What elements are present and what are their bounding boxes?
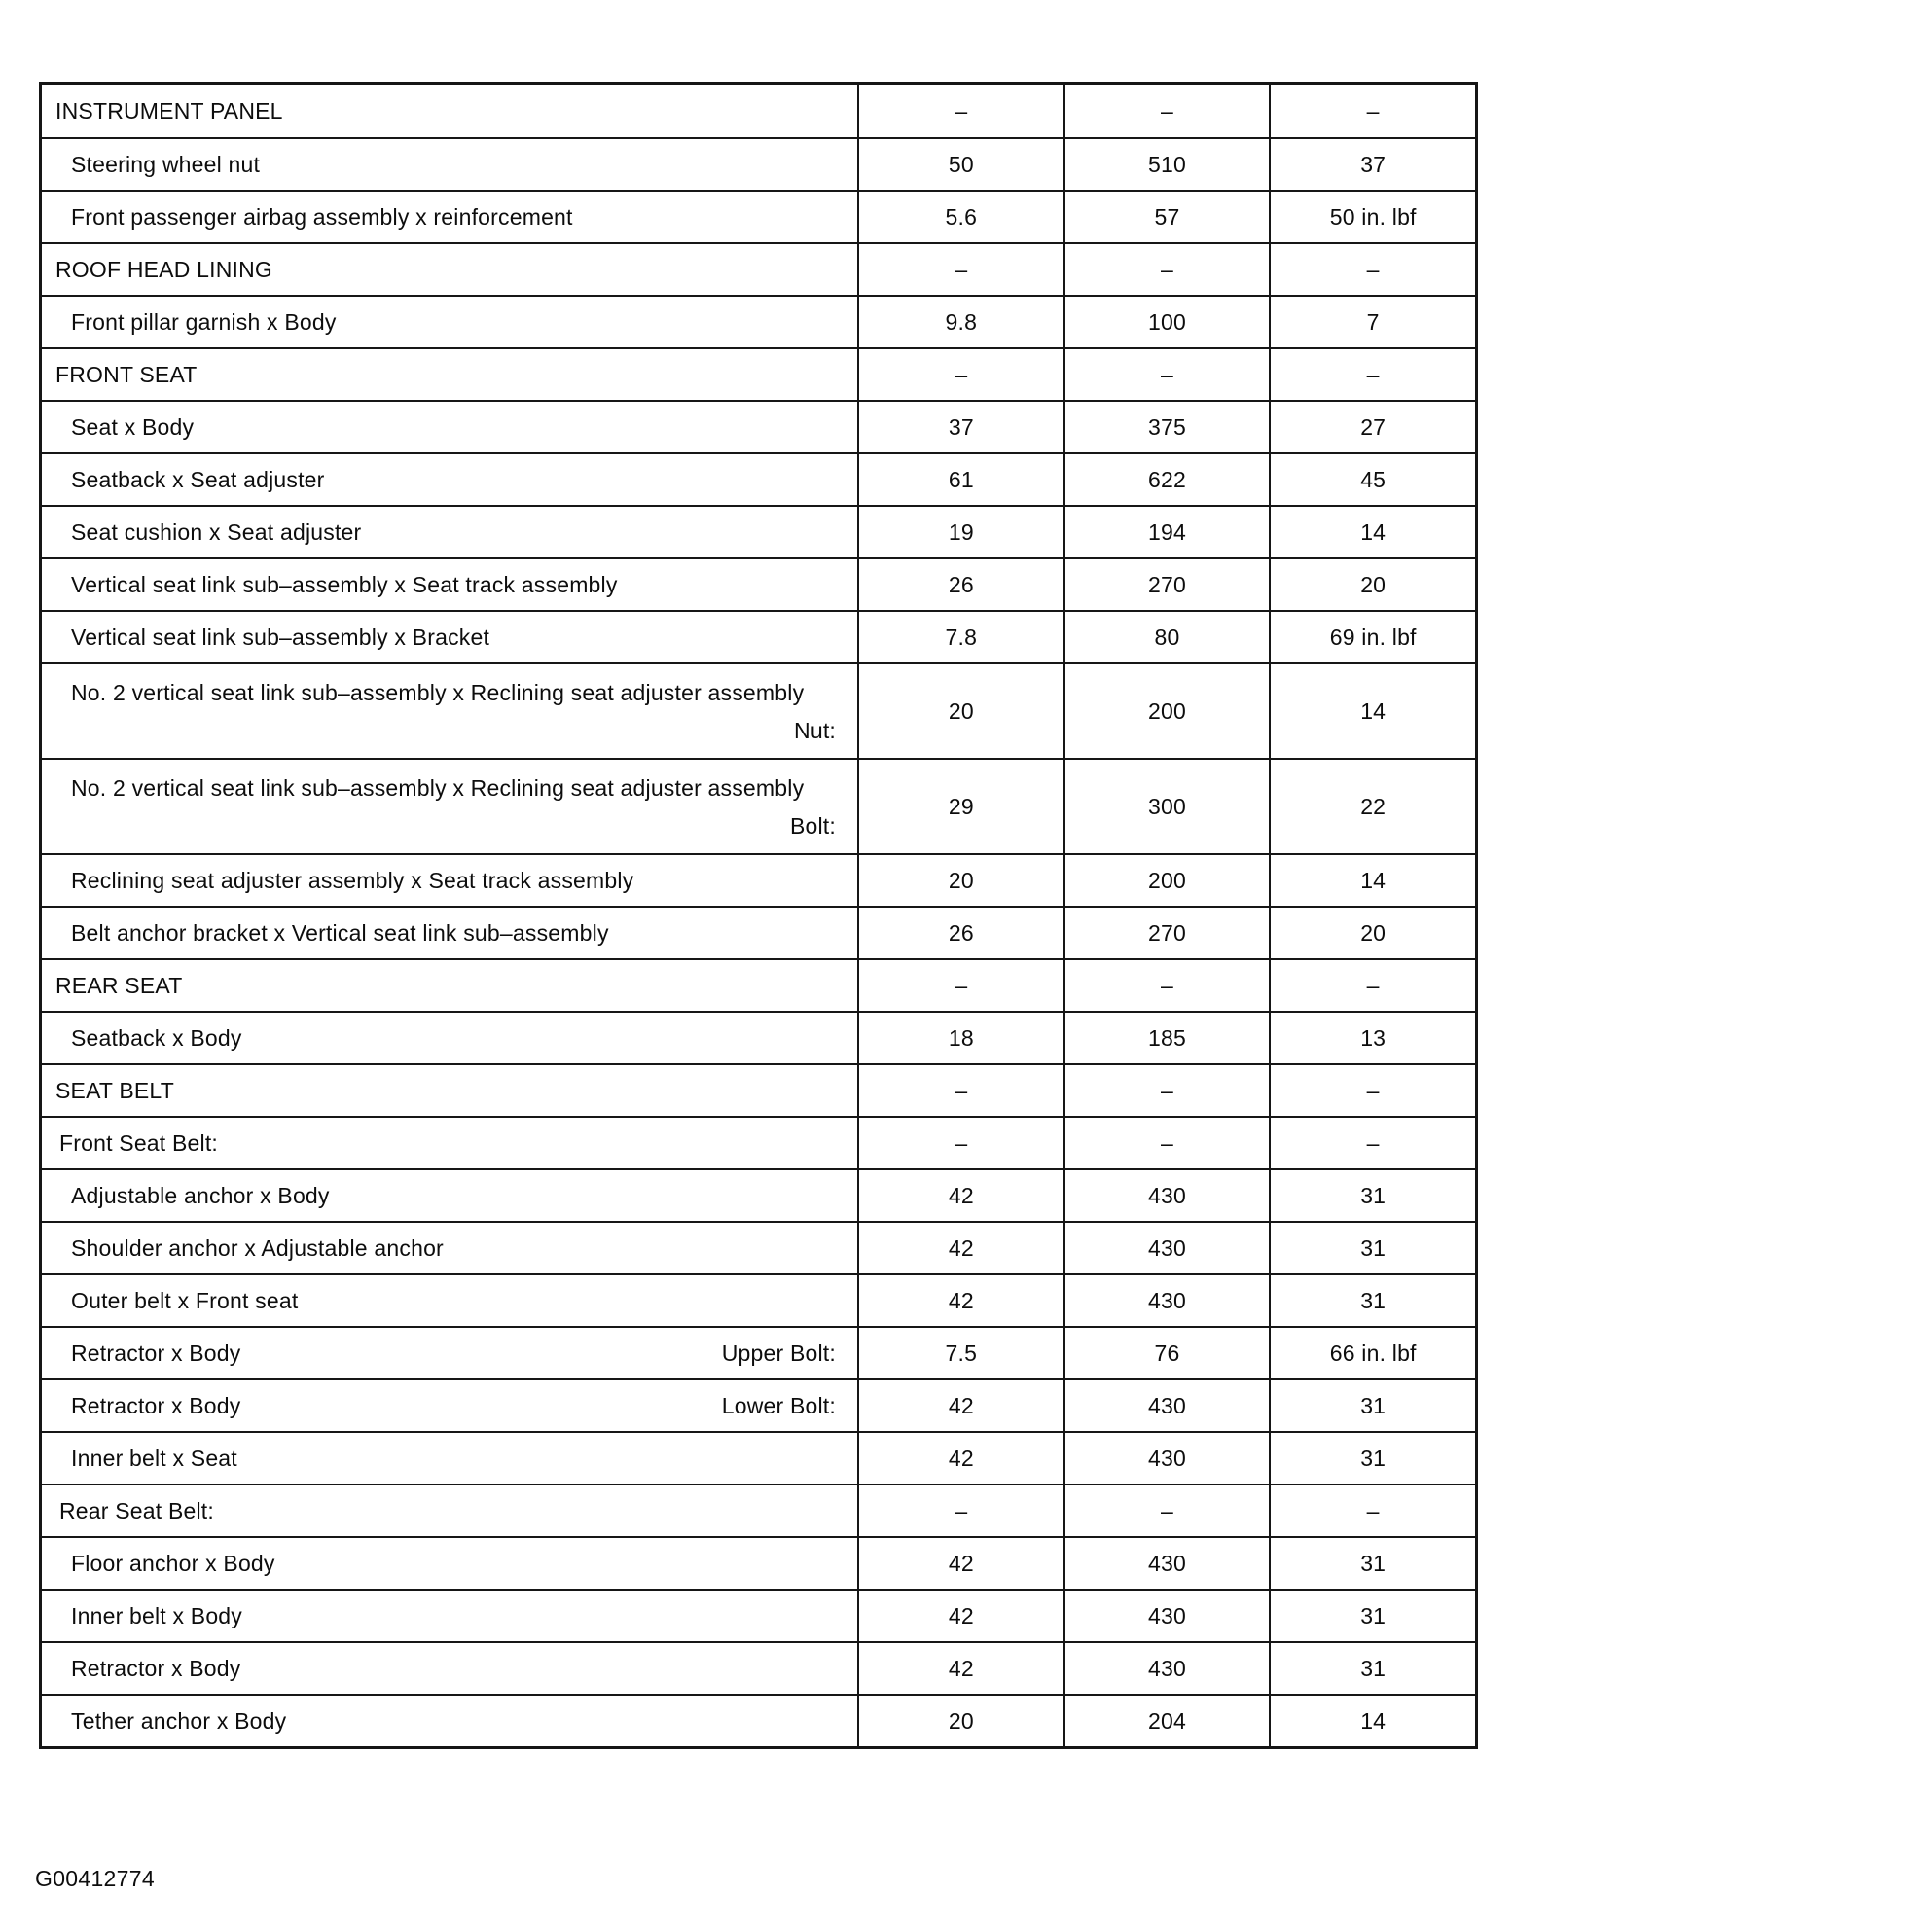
row-label-cell — [42, 1170, 857, 1221]
value-cell: 69 in. lbf — [1269, 612, 1475, 662]
value-cell: 9.8 — [857, 297, 1063, 347]
value-cell: 14 — [1269, 507, 1475, 557]
row-label-text: Adjustable anchor x Body — [71, 1182, 330, 1208]
figure-id: G00412774 — [35, 1866, 155, 1891]
value-cell: 430 — [1063, 1170, 1270, 1221]
value-cell: 20 — [857, 664, 1063, 758]
row-label-cell — [42, 1118, 857, 1168]
spec-row — [42, 505, 1475, 557]
spec-row — [42, 137, 1475, 190]
row-label-text: ROOF HEAD LINING — [55, 256, 273, 282]
value-cell: 270 — [1063, 908, 1270, 958]
row-sublabel: Bolt: — [789, 813, 836, 839]
value-cell: 194 — [1063, 507, 1270, 557]
value-cell: 430 — [1063, 1275, 1270, 1326]
spec-row — [42, 1589, 1475, 1641]
row-label-cell — [42, 1433, 857, 1484]
section-row — [42, 1063, 1475, 1116]
section-row — [42, 85, 1475, 137]
row-label-cell — [42, 855, 857, 906]
value-cell: – — [1269, 1065, 1475, 1116]
value-cell: 31 — [1269, 1170, 1475, 1221]
value-cell: 375 — [1063, 402, 1270, 452]
row-label-cell — [42, 192, 857, 242]
row-label-text: Front pillar garnish x Body — [71, 308, 337, 335]
row-label-text: Inner belt x Body — [71, 1602, 243, 1628]
row-sublabel: Nut: — [794, 718, 836, 743]
row-sublabel: Lower Bolt: — [721, 1392, 836, 1418]
spec-row — [42, 1378, 1475, 1431]
row-label-text: SEAT BELT — [55, 1077, 174, 1103]
row-label-text: Outer belt x Front seat — [71, 1287, 299, 1313]
row-label-text: Vertical seat link sub–assembly x Seat track assembly — [71, 571, 618, 597]
value-cell: – — [1269, 244, 1475, 295]
value-cell: – — [857, 960, 1063, 1011]
value-cell: 31 — [1269, 1643, 1475, 1694]
value-cell: 42 — [857, 1380, 1063, 1431]
row-label-cell — [42, 1013, 857, 1063]
spec-row — [42, 1168, 1475, 1221]
row-label-cell — [42, 1380, 857, 1431]
spec-row — [42, 295, 1475, 347]
row-label-cell — [42, 1065, 857, 1116]
value-cell: 42 — [857, 1223, 1063, 1273]
value-cell: 57 — [1063, 192, 1270, 242]
value-cell: 14 — [1269, 1696, 1475, 1746]
row-label-text: Steering wheel nut — [71, 151, 261, 177]
value-cell: 31 — [1269, 1223, 1475, 1273]
section-row — [42, 242, 1475, 295]
value-cell: 42 — [857, 1643, 1063, 1694]
row-label-text: Floor anchor x Body — [71, 1550, 275, 1576]
value-cell: 270 — [1063, 559, 1270, 610]
row-label-cell — [42, 1643, 857, 1694]
value-cell: 42 — [857, 1275, 1063, 1326]
spec-row — [42, 1011, 1475, 1063]
value-cell: 22 — [1269, 760, 1475, 853]
value-cell: – — [857, 244, 1063, 295]
row-label-cell — [42, 349, 857, 400]
row-label-cell — [42, 1328, 857, 1378]
value-cell: 31 — [1269, 1275, 1475, 1326]
value-cell: 66 in. lbf — [1269, 1328, 1475, 1378]
row-label-text: Retractor x Body — [71, 1340, 241, 1366]
section-row — [42, 958, 1475, 1011]
value-cell: 200 — [1063, 855, 1270, 906]
value-cell: 50 — [857, 139, 1063, 190]
row-label-cell — [42, 454, 857, 505]
row-label-cell — [42, 1538, 857, 1589]
row-label-cell — [42, 297, 857, 347]
row-label-cell — [42, 908, 857, 958]
value-cell: – — [857, 1485, 1063, 1536]
value-cell: – — [857, 349, 1063, 400]
row-label-text: Seat cushion x Seat adjuster — [71, 519, 362, 545]
value-cell: 7.5 — [857, 1328, 1063, 1378]
row-label-cell — [42, 1223, 857, 1273]
row-label-text: No. 2 vertical seat link sub–assembly x Reclining seat adjuster assembly — [71, 680, 805, 705]
spec-row — [42, 758, 1475, 853]
value-cell: 20 — [857, 855, 1063, 906]
value-cell: 430 — [1063, 1538, 1270, 1589]
row-label-text: Belt anchor bracket x Vertical seat link sub–assembly — [71, 919, 609, 946]
value-cell: – — [1063, 1485, 1270, 1536]
value-cell: 37 — [1269, 139, 1475, 190]
value-cell: 26 — [857, 559, 1063, 610]
row-label-cell — [42, 1696, 857, 1746]
value-cell: – — [1063, 349, 1270, 400]
row-label-text: Retractor x Body — [71, 1655, 241, 1681]
value-cell: 5.6 — [857, 192, 1063, 242]
row-label-cell — [42, 1591, 857, 1641]
row-label-cell — [42, 244, 857, 295]
spec-row — [42, 1484, 1475, 1536]
value-cell: – — [1269, 960, 1475, 1011]
value-cell: – — [1063, 244, 1270, 295]
row-label-text: Seatback x Seat adjuster — [71, 466, 325, 492]
value-cell: 42 — [857, 1433, 1063, 1484]
row-label-text: Inner belt x Seat — [71, 1445, 237, 1471]
row-label-text: No. 2 vertical seat link sub–assembly x Reclining seat adjuster assembly — [71, 775, 805, 801]
value-cell: 430 — [1063, 1380, 1270, 1431]
value-cell: – — [1063, 1065, 1270, 1116]
row-label-cell — [42, 612, 857, 662]
row-label-text: Shoulder anchor x Adjustable anchor — [71, 1234, 444, 1261]
spec-row — [42, 662, 1475, 758]
value-cell: – — [857, 85, 1063, 137]
row-label-cell — [42, 85, 857, 137]
value-cell: – — [857, 1065, 1063, 1116]
value-cell: 20 — [1269, 559, 1475, 610]
value-cell: 42 — [857, 1591, 1063, 1641]
row-label-cell — [42, 664, 857, 758]
torque-spec-table — [39, 82, 1478, 1749]
value-cell: 26 — [857, 908, 1063, 958]
value-cell: 18 — [857, 1013, 1063, 1063]
value-cell: – — [1063, 85, 1270, 137]
value-cell: 42 — [857, 1538, 1063, 1589]
value-cell: 300 — [1063, 760, 1270, 853]
row-label-text: Reclining seat adjuster assembly x Seat track assembly — [71, 867, 634, 893]
value-cell: 31 — [1269, 1433, 1475, 1484]
spec-row — [42, 1273, 1475, 1326]
value-cell: 13 — [1269, 1013, 1475, 1063]
value-cell: – — [857, 1118, 1063, 1168]
row-label-text: REAR SEAT — [55, 972, 183, 998]
value-cell: 622 — [1063, 454, 1270, 505]
value-cell: 100 — [1063, 297, 1270, 347]
value-cell: 29 — [857, 760, 1063, 853]
section-row — [42, 347, 1475, 400]
spec-row — [42, 452, 1475, 505]
value-cell: 37 — [857, 402, 1063, 452]
row-label-cell — [42, 1275, 857, 1326]
value-cell: – — [1063, 1118, 1270, 1168]
value-cell: 19 — [857, 507, 1063, 557]
spec-row — [42, 400, 1475, 452]
row-label-text: Tether anchor x Body — [71, 1707, 287, 1734]
value-cell: – — [1269, 1118, 1475, 1168]
value-cell: 204 — [1063, 1696, 1270, 1746]
spec-row — [42, 1641, 1475, 1694]
value-cell: 430 — [1063, 1223, 1270, 1273]
value-cell: 80 — [1063, 612, 1270, 662]
row-label-cell — [42, 402, 857, 452]
spec-row — [42, 1694, 1475, 1746]
value-cell: 7.8 — [857, 612, 1063, 662]
value-cell: 50 in. lbf — [1269, 192, 1475, 242]
row-label-text: Seatback x Body — [71, 1024, 242, 1051]
value-cell: 510 — [1063, 139, 1270, 190]
value-cell: 27 — [1269, 402, 1475, 452]
value-cell: 200 — [1063, 664, 1270, 758]
spec-row — [42, 1536, 1475, 1589]
spec-row — [42, 190, 1475, 242]
row-sublabel: Upper Bolt: — [721, 1340, 836, 1366]
value-cell: 31 — [1269, 1380, 1475, 1431]
row-label-cell — [42, 760, 857, 853]
spec-row — [42, 557, 1475, 610]
value-cell: 45 — [1269, 454, 1475, 505]
row-label-cell — [42, 507, 857, 557]
value-cell: 430 — [1063, 1433, 1270, 1484]
spec-row — [42, 1221, 1475, 1273]
row-label-text: Rear Seat Belt: — [59, 1497, 214, 1523]
spec-row — [42, 1326, 1475, 1378]
value-cell: 42 — [857, 1170, 1063, 1221]
value-cell: – — [1269, 85, 1475, 137]
row-label-text: Seat x Body — [71, 413, 195, 440]
spec-row — [42, 610, 1475, 662]
value-cell: 14 — [1269, 664, 1475, 758]
row-label-text: Retractor x Body — [71, 1392, 241, 1418]
value-cell: 20 — [1269, 908, 1475, 958]
row-label-text: FRONT SEAT — [55, 361, 198, 387]
row-label-text: Vertical seat link sub–assembly x Bracket — [71, 624, 490, 650]
spec-row — [42, 1431, 1475, 1484]
value-cell: – — [1063, 960, 1270, 1011]
row-label-cell — [42, 559, 857, 610]
value-cell: – — [1269, 349, 1475, 400]
value-cell: 76 — [1063, 1328, 1270, 1378]
spec-row — [42, 1116, 1475, 1168]
row-label-text: Front passenger airbag assembly x reinforcement — [71, 203, 573, 230]
value-cell: 185 — [1063, 1013, 1270, 1063]
value-cell: 14 — [1269, 855, 1475, 906]
spec-row — [42, 906, 1475, 958]
value-cell: 61 — [857, 454, 1063, 505]
row-label-cell — [42, 139, 857, 190]
row-label-text: Front Seat Belt: — [59, 1129, 218, 1156]
value-cell: 31 — [1269, 1591, 1475, 1641]
row-label-cell — [42, 960, 857, 1011]
value-cell: 7 — [1269, 297, 1475, 347]
value-cell: 31 — [1269, 1538, 1475, 1589]
row-label-text: INSTRUMENT PANEL — [55, 97, 283, 124]
value-cell: – — [1269, 1485, 1475, 1536]
value-cell: 20 — [857, 1696, 1063, 1746]
value-cell: 430 — [1063, 1643, 1270, 1694]
value-cell: 430 — [1063, 1591, 1270, 1641]
spec-row — [42, 853, 1475, 906]
row-label-cell — [42, 1485, 857, 1536]
